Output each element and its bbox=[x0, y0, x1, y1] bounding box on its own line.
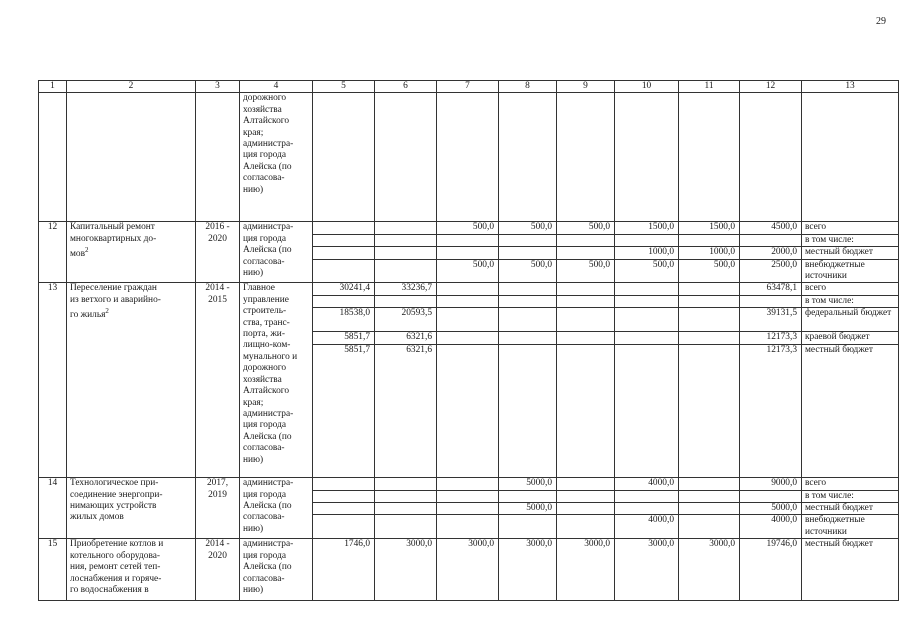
cell-line: ция города bbox=[243, 150, 287, 161]
amount-cell bbox=[557, 308, 615, 332]
column-number: 13 bbox=[802, 81, 899, 93]
amount-cell bbox=[679, 490, 740, 502]
cell-line: нию) bbox=[243, 268, 264, 279]
amount-cell bbox=[437, 332, 499, 345]
column-number: 8 bbox=[499, 81, 557, 93]
amount-cell: 1000,0 bbox=[679, 247, 740, 259]
cell-line: ция города bbox=[243, 420, 287, 431]
amount-cell: 6321,6 bbox=[375, 332, 437, 345]
amount-cell: 5851,7 bbox=[313, 345, 375, 478]
cell-line: Алейска (по bbox=[243, 245, 292, 256]
amount-cell bbox=[499, 332, 557, 345]
amount-cell bbox=[375, 490, 437, 502]
amount-cell bbox=[499, 247, 557, 259]
amount-cell bbox=[313, 247, 375, 259]
footnote-mark: 2 bbox=[85, 246, 89, 255]
funding-source: местный бюджет bbox=[802, 539, 899, 601]
executor bbox=[240, 478, 313, 539]
table-cell bbox=[499, 93, 557, 222]
amount-cell bbox=[557, 247, 615, 259]
cell-line: из ветхого и аварийно- bbox=[70, 294, 161, 305]
funding-source: всего bbox=[802, 222, 899, 234]
cell-line: ция города bbox=[243, 233, 287, 244]
budget-table bbox=[38, 80, 899, 601]
amount-cell bbox=[375, 295, 437, 307]
amount-cell bbox=[679, 478, 740, 490]
cell-line: Алейска (по bbox=[243, 501, 292, 512]
cell-line: администра- bbox=[243, 222, 294, 233]
amount-cell bbox=[499, 515, 557, 539]
amount-cell bbox=[679, 308, 740, 332]
table-cell bbox=[557, 93, 615, 222]
amount-cell: 500,0 bbox=[557, 259, 615, 283]
amount-cell bbox=[375, 259, 437, 283]
amount-cell bbox=[557, 490, 615, 502]
cell-line: Технологическое при- bbox=[70, 478, 159, 489]
cell-line: нию) bbox=[243, 454, 264, 465]
cell-line: хозяйства bbox=[243, 104, 282, 115]
amount-cell: 4000,0 bbox=[615, 478, 679, 490]
cell-line: согласова- bbox=[243, 443, 285, 454]
cell-line: согласова- bbox=[243, 512, 285, 523]
cell-line: Алтайского bbox=[243, 116, 290, 127]
footnote-mark: 2 bbox=[105, 307, 109, 316]
amount-cell bbox=[615, 283, 679, 295]
amount-cell: 500,0 bbox=[437, 222, 499, 234]
funding-source: краевой бюджет bbox=[802, 332, 899, 345]
amount-cell: 1000,0 bbox=[615, 247, 679, 259]
amount-cell: 1746,0 bbox=[313, 539, 375, 601]
amount-cell bbox=[375, 503, 437, 515]
row-number: 12 bbox=[39, 222, 67, 283]
amount-cell: 1500,0 bbox=[615, 222, 679, 234]
continuation-row bbox=[39, 93, 899, 222]
amount-cell: 4500,0 bbox=[740, 222, 802, 234]
amount-cell bbox=[437, 234, 499, 246]
amount-cell bbox=[375, 222, 437, 234]
amount-cell bbox=[615, 490, 679, 502]
amount-cell bbox=[375, 247, 437, 259]
cell-line: согласова- bbox=[243, 573, 285, 584]
amount-cell bbox=[557, 503, 615, 515]
cell-line: мов bbox=[70, 249, 86, 260]
cell-line: Приобретение котлов и bbox=[70, 539, 164, 550]
cell-line: Алейска (по bbox=[243, 161, 292, 172]
funding-source: местный бюджет bbox=[802, 503, 899, 515]
amount-cell bbox=[615, 332, 679, 345]
amount-cell: 3000,0 bbox=[679, 539, 740, 601]
amount-cell: 9000,0 bbox=[740, 478, 802, 490]
amount-cell bbox=[375, 234, 437, 246]
amount-cell: 3000,0 bbox=[615, 539, 679, 601]
cell-line: хозяйства bbox=[243, 374, 282, 385]
amount-cell bbox=[740, 234, 802, 246]
cell-line: Капитальный ремонт bbox=[70, 222, 155, 233]
amount-cell: 2000,0 bbox=[740, 247, 802, 259]
cell-line: администра- bbox=[243, 408, 294, 419]
table-cell bbox=[240, 93, 313, 222]
measure-name bbox=[67, 539, 196, 601]
amount-cell bbox=[313, 222, 375, 234]
column-number: 3 bbox=[196, 81, 240, 93]
amount-cell bbox=[375, 515, 437, 539]
column-number: 12 bbox=[740, 81, 802, 93]
cell-line: го водоснабжения в bbox=[70, 585, 149, 596]
executor bbox=[240, 222, 313, 283]
funding-source: местный бюджет bbox=[802, 345, 899, 478]
amount-cell: 39131,5 bbox=[740, 308, 802, 332]
cell-line: 2014 - bbox=[205, 539, 230, 550]
funding-source: в том числе: bbox=[802, 295, 899, 307]
amount-cell bbox=[557, 478, 615, 490]
funding-source: в том числе: bbox=[802, 490, 899, 502]
cell-line: лищно-ком- bbox=[243, 340, 291, 351]
amount-cell bbox=[437, 345, 499, 478]
cell-line: Алейска (по bbox=[243, 562, 292, 573]
amount-cell bbox=[615, 345, 679, 478]
amount-cell bbox=[557, 345, 615, 478]
cell-line: дорожного bbox=[243, 363, 287, 374]
cell-line: нию) bbox=[243, 523, 264, 534]
amount-cell bbox=[499, 345, 557, 478]
page-number: 29 bbox=[876, 16, 886, 27]
amount-cell bbox=[679, 283, 740, 295]
amount-cell bbox=[437, 503, 499, 515]
amount-cell bbox=[679, 295, 740, 307]
amount-cell bbox=[437, 478, 499, 490]
amount-cell: 500,0 bbox=[557, 222, 615, 234]
cell-line: 2020 bbox=[208, 233, 227, 244]
cell-line: соединение энергопри- bbox=[70, 489, 163, 500]
amount-cell bbox=[615, 503, 679, 515]
amount-cell bbox=[437, 490, 499, 502]
table-cell bbox=[313, 93, 375, 222]
cell-line: 2015 bbox=[208, 294, 227, 305]
amount-cell bbox=[313, 503, 375, 515]
amount-cell: 500,0 bbox=[437, 259, 499, 283]
amount-cell bbox=[499, 490, 557, 502]
cell-line: ства, транс- bbox=[243, 317, 290, 328]
amount-cell bbox=[679, 345, 740, 478]
amount-cell: 5000,0 bbox=[499, 503, 557, 515]
amount-cell: 2500,0 bbox=[740, 259, 802, 283]
executor bbox=[240, 283, 313, 478]
column-number: 1 bbox=[39, 81, 67, 93]
years bbox=[196, 283, 240, 478]
table-cell bbox=[740, 93, 802, 222]
cell-line: ния, ремонт сетей теп- bbox=[70, 562, 161, 573]
cell-line: администра- bbox=[243, 478, 294, 489]
amount-cell: 63478,1 bbox=[740, 283, 802, 295]
column-number: 10 bbox=[615, 81, 679, 93]
cell-line: 2016 - bbox=[205, 222, 230, 233]
amount-cell bbox=[313, 478, 375, 490]
table-cell bbox=[615, 93, 679, 222]
table-cell bbox=[39, 93, 67, 222]
amount-cell bbox=[499, 283, 557, 295]
column-number: 9 bbox=[557, 81, 615, 93]
table-cell bbox=[67, 93, 196, 222]
amount-cell bbox=[679, 332, 740, 345]
amount-cell bbox=[313, 515, 375, 539]
amount-cell: 3000,0 bbox=[375, 539, 437, 601]
amount-cell: 3000,0 bbox=[437, 539, 499, 601]
cell-line: 2020 bbox=[208, 550, 227, 561]
cell-line: строитель- bbox=[243, 306, 287, 317]
amount-cell bbox=[557, 234, 615, 246]
column-number: 7 bbox=[437, 81, 499, 93]
cell-line: края; bbox=[243, 127, 264, 138]
amount-cell bbox=[740, 295, 802, 307]
funding-source: всего bbox=[802, 283, 899, 295]
amount-cell: 19746,0 bbox=[740, 539, 802, 601]
cell-line: ция города bbox=[243, 550, 287, 561]
amount-cell: 5851,7 bbox=[313, 332, 375, 345]
cell-line: многоквартирных до- bbox=[70, 233, 157, 244]
funding-source: в том числе: bbox=[802, 234, 899, 246]
cell-line: Главное bbox=[243, 283, 275, 294]
row-number: 13 bbox=[39, 283, 67, 478]
years bbox=[196, 222, 240, 283]
cell-line: администра- bbox=[243, 139, 294, 150]
amount-cell bbox=[679, 503, 740, 515]
funding-source: федеральный бюджет bbox=[802, 308, 899, 332]
cell-line: ция города bbox=[243, 489, 287, 500]
amount-cell bbox=[499, 234, 557, 246]
amount-cell: 6321,6 bbox=[375, 345, 437, 478]
table-row bbox=[39, 283, 899, 295]
amount-cell bbox=[557, 332, 615, 345]
amount-cell: 12173,3 bbox=[740, 332, 802, 345]
amount-cell: 3000,0 bbox=[499, 539, 557, 601]
amount-cell bbox=[615, 234, 679, 246]
cell-line: управление bbox=[243, 294, 289, 305]
amount-cell bbox=[313, 234, 375, 246]
cell-line: лоснабжения и горяче- bbox=[70, 573, 162, 584]
cell-line: Алтайского bbox=[243, 386, 290, 397]
cell-line: нию) bbox=[243, 585, 264, 596]
table-row bbox=[39, 539, 899, 601]
column-number: 11 bbox=[679, 81, 740, 93]
amount-cell bbox=[615, 308, 679, 332]
amount-cell: 33236,7 bbox=[375, 283, 437, 295]
amount-cell bbox=[375, 478, 437, 490]
cell-line: 2014 - bbox=[205, 283, 230, 294]
measure-name bbox=[67, 478, 196, 539]
cell-line: 2017, bbox=[206, 478, 229, 489]
amount-cell: 18538,0 bbox=[313, 308, 375, 332]
funding-source: местный бюджет bbox=[802, 247, 899, 259]
amount-cell bbox=[499, 295, 557, 307]
table-cell bbox=[196, 93, 240, 222]
amount-cell bbox=[437, 295, 499, 307]
funding-source: всего bbox=[802, 478, 899, 490]
amount-cell: 12173,3 bbox=[740, 345, 802, 478]
cell-line: го жилья bbox=[70, 310, 106, 321]
table-cell bbox=[375, 93, 437, 222]
amount-cell bbox=[313, 295, 375, 307]
amount-cell bbox=[437, 515, 499, 539]
header-row bbox=[39, 81, 899, 93]
amount-cell: 30241,4 bbox=[313, 283, 375, 295]
cell-line: мунального и bbox=[243, 351, 298, 362]
cell-line: порта, жи- bbox=[243, 329, 285, 340]
amount-cell: 4000,0 bbox=[615, 515, 679, 539]
cell-line: жилых домов bbox=[70, 512, 124, 523]
measure-name bbox=[67, 283, 196, 478]
amount-cell bbox=[557, 283, 615, 295]
cell-line: нимающих устройств bbox=[70, 501, 157, 512]
measure-name bbox=[67, 222, 196, 283]
cell-line: Алейска (по bbox=[243, 431, 292, 442]
amount-cell bbox=[437, 308, 499, 332]
cell-line: согласова- bbox=[243, 256, 285, 267]
row-number: 14 bbox=[39, 478, 67, 539]
amount-cell bbox=[679, 234, 740, 246]
amount-cell bbox=[679, 515, 740, 539]
cell-line: дорожного bbox=[243, 93, 287, 104]
amount-cell bbox=[499, 308, 557, 332]
amount-cell: 500,0 bbox=[615, 259, 679, 283]
amount-cell: 500,0 bbox=[679, 259, 740, 283]
amount-cell bbox=[615, 295, 679, 307]
table-cell bbox=[437, 93, 499, 222]
cell-line: котельного оборудова- bbox=[70, 550, 161, 561]
amount-cell bbox=[313, 490, 375, 502]
amount-cell bbox=[437, 247, 499, 259]
table-row bbox=[39, 478, 899, 490]
amount-cell bbox=[740, 490, 802, 502]
cell-line: Переселение граждан bbox=[70, 283, 157, 294]
amount-cell bbox=[437, 283, 499, 295]
cell-line: 2019 bbox=[208, 489, 227, 500]
amount-cell: 3000,0 bbox=[557, 539, 615, 601]
cell-line: администра- bbox=[243, 539, 294, 550]
executor bbox=[240, 539, 313, 601]
amount-cell: 20593,5 bbox=[375, 308, 437, 332]
amount-cell: 4000,0 bbox=[740, 515, 802, 539]
amount-cell: 500,0 bbox=[499, 222, 557, 234]
table-row bbox=[39, 222, 899, 234]
amount-cell: 500,0 bbox=[499, 259, 557, 283]
row-number: 15 bbox=[39, 539, 67, 601]
funding-source: внебюджетные источники bbox=[802, 259, 899, 283]
column-number: 4 bbox=[240, 81, 313, 93]
column-number: 6 bbox=[375, 81, 437, 93]
amount-cell bbox=[557, 295, 615, 307]
column-number: 5 bbox=[313, 81, 375, 93]
amount-cell: 1500,0 bbox=[679, 222, 740, 234]
funding-source: внебюджетные источники bbox=[802, 515, 899, 539]
years bbox=[196, 539, 240, 601]
amount-cell: 5000,0 bbox=[740, 503, 802, 515]
cell-line: нию) bbox=[243, 184, 264, 195]
years bbox=[196, 478, 240, 539]
table-cell bbox=[679, 93, 740, 222]
table-cell bbox=[802, 93, 899, 222]
column-number: 2 bbox=[67, 81, 196, 93]
cell-line: края; bbox=[243, 397, 264, 408]
amount-cell: 5000,0 bbox=[499, 478, 557, 490]
amount-cell bbox=[557, 515, 615, 539]
cell-line: согласова- bbox=[243, 173, 285, 184]
amount-cell bbox=[313, 259, 375, 283]
